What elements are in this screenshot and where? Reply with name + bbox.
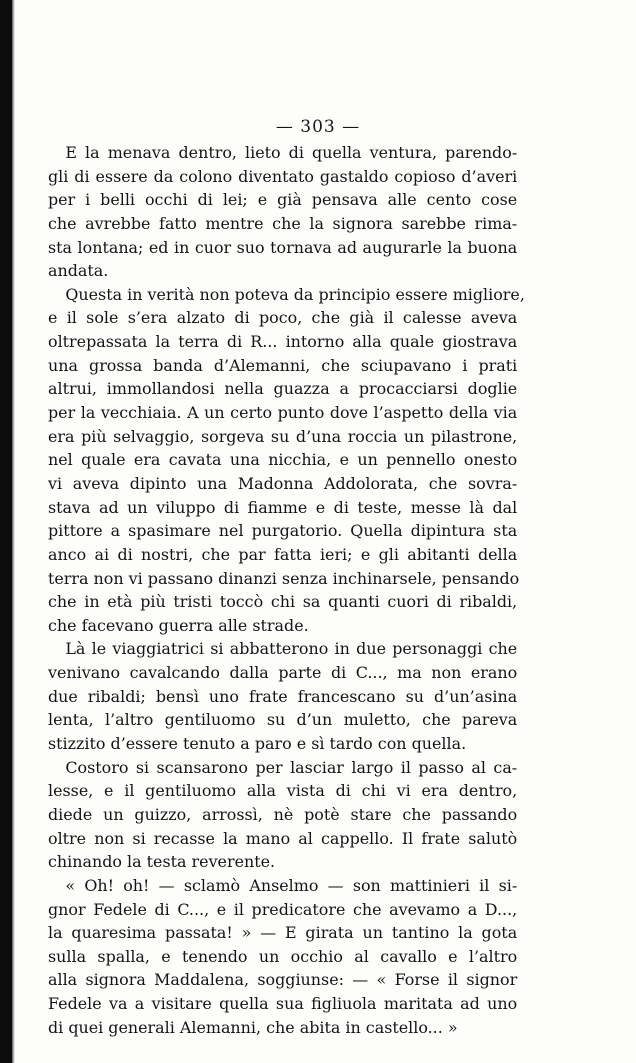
text-line: terra non vi passano dinanzi senza inchinarsele, pensando <box>48 569 520 588</box>
text-line: lesse, e il gentiluomo alla vista di chi vi era dentro, <box>48 782 518 801</box>
spine-edge-gradient <box>12 0 15 1063</box>
text-line: una grossa banda d’Alemanni, che sciupavano i prati <box>48 356 518 375</box>
text-line: anco ai di nostri, che par fatta ieri; e gli abitanti della <box>48 545 518 564</box>
text-line: andata. <box>48 262 109 281</box>
text-line: di quei generali Alemanni, che abita in castello... » <box>48 1018 458 1037</box>
text-line: E la menava dentro, lieto di quella ventura, parendo- <box>65 144 518 162</box>
text-line: che facevano guerra alle strade. <box>48 616 309 635</box>
text-line: Questa in verità non poteva da principio essere migliore, <box>65 285 525 304</box>
text-line: era più selvaggio, sorgeva su d’una roccia un pilastrone, <box>48 427 518 446</box>
text-line: chinando la testa reverente. <box>48 853 276 872</box>
text-line: che avrebbe fatto mentre che la signora sarebbe rima- <box>48 214 518 233</box>
text-line: « Oh! oh! — sclamò Anselmo — son mattinieri il si- <box>65 876 518 895</box>
body-text <box>48 142 525 1040</box>
text-line: venivano cavalcando dalla parte di C..., ma non erano <box>48 664 518 683</box>
text-line: nel quale era cavata una nicchia, e un pennello onesto <box>48 451 518 470</box>
text-line: Là le viaggiatrici si abbatterono in due personaggi che <box>65 640 518 659</box>
text-line: per i belli occhi di lei; e già pensava alle cento cose <box>48 191 518 210</box>
text-line: gli di essere da colono diventato gastaldo copioso d’averi <box>48 167 518 186</box>
text-line: che in età più tristi toccò chi sa quanti cuori di ribaldi, <box>48 593 518 612</box>
text-line: alla signora Maddalena, soggiunse: — « Forse il signor <box>48 971 518 990</box>
text-line: sta lontana; ed in cuor suo tornava ad augurarle la buona <box>48 238 518 257</box>
text-line: altrui, immollandosi nella guazza a procacciarsi doglie <box>48 380 518 399</box>
text-line: la quaresima passata! » — E girata un tantino la gota <box>48 924 518 943</box>
text-line: sulla spalla, e tenendo un occhio al cavallo e l’altro <box>48 947 518 966</box>
text-line: Costoro si scansarono per lasciar largo il passo al ca- <box>65 758 518 777</box>
text-line: vi aveva dipinto una Madonna Addolorata, che sovra- <box>48 474 518 493</box>
text-line: e il sole s’era alzato di poco, che già il calesse aveva <box>48 309 518 328</box>
text-line: per la vecchiaia. A un certo punto dove l’aspetto della via <box>48 404 518 423</box>
text-line: stava ad un viluppo di fiamme e di teste, messe là dal <box>48 498 518 517</box>
page-number: — 303 — <box>275 117 361 137</box>
text-line: stizzito d’essere tenuto a paro e sì tardo con quella. <box>48 735 467 754</box>
text-line: oltre non si recasse la mano al cappello. Il frate salutò <box>48 829 518 848</box>
text-line: due ribaldi; bensì uno frate francescano su d’un’asina <box>48 687 518 706</box>
text-line: Fedele va a visitare quella sua figliuola maritata ad uno <box>48 995 518 1014</box>
text-line: lenta, l’altro gentiluomo su d’un muletto, che pareva <box>48 711 518 730</box>
text-line: gnor Fedele di C..., e il predicatore che avevamo a D..., <box>48 900 518 919</box>
book-spine-shadow <box>0 0 12 1063</box>
text-line: oltrepassata la terra di R... intorno alla quale giostrava <box>48 333 518 352</box>
text-line: diede un guizzo, arrossì, nè potè stare che passando <box>48 805 518 824</box>
text-line: pittore a spasimare nel purgatorio. Quella dipintura sta <box>48 522 518 541</box>
